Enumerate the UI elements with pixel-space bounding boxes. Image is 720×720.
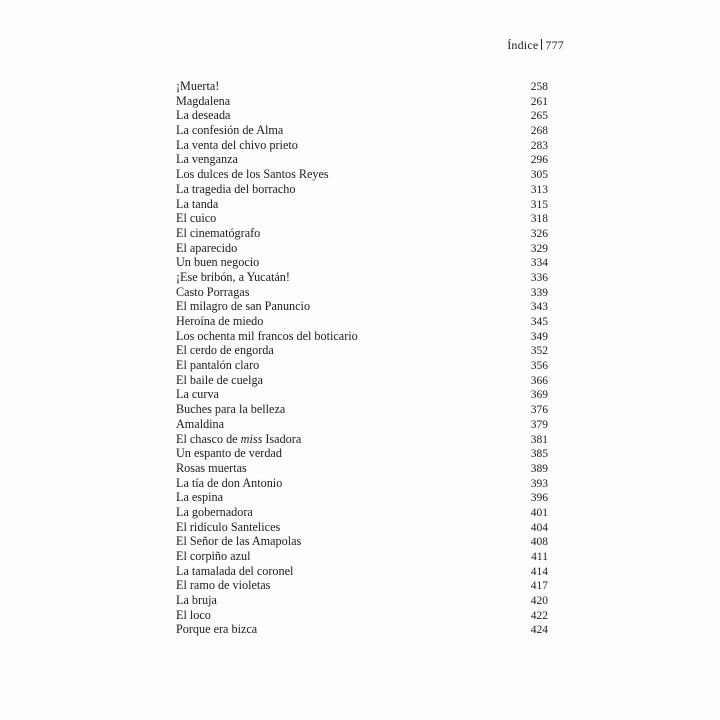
toc-entry-title: El ramo de violetas bbox=[176, 578, 271, 593]
toc-entry bbox=[176, 549, 548, 564]
toc-entry-title: El milagro de san Panuncio bbox=[176, 299, 311, 314]
toc-entry bbox=[176, 358, 548, 373]
toc-entry bbox=[176, 520, 548, 535]
toc-entry-title: Heroína de miedo bbox=[176, 314, 264, 328]
toc-entry bbox=[176, 417, 548, 432]
toc-entry bbox=[176, 387, 548, 402]
toc-entry-page: 268 bbox=[530, 125, 548, 138]
toc-entry-page: 381 bbox=[530, 433, 548, 446]
toc-entry-page: 329 bbox=[530, 242, 548, 255]
toc-entry-title: La tanda bbox=[176, 196, 219, 211]
toc-entry bbox=[176, 167, 548, 182]
toc-entry bbox=[176, 211, 548, 226]
toc-entry-page: 420 bbox=[530, 595, 548, 608]
toc-entry bbox=[176, 476, 548, 491]
toc-entry-page: 417 bbox=[530, 580, 548, 593]
toc-entry bbox=[176, 593, 548, 608]
toc-entry bbox=[176, 152, 548, 167]
toc-entry-page: 336 bbox=[530, 271, 548, 284]
toc-entry-page: 424 bbox=[530, 624, 548, 637]
toc-entry-page: 343 bbox=[530, 301, 548, 314]
toc-entry-title: Un espanto de verdad bbox=[176, 446, 282, 461]
toc-entry bbox=[176, 255, 548, 270]
toc-entry bbox=[176, 446, 548, 461]
toc-entry bbox=[176, 432, 548, 447]
toc-entry-title: Los ochenta mil francos del boticario bbox=[176, 328, 358, 343]
toc-entry-title: Buches para la belleza bbox=[176, 402, 286, 417]
toc-entry-title: El aparecido bbox=[176, 240, 238, 255]
toc-entry-page: 265 bbox=[530, 110, 548, 123]
toc-entry-page: 283 bbox=[530, 139, 548, 152]
toc-entry bbox=[176, 94, 548, 109]
toc-entry bbox=[176, 182, 548, 197]
toc-entry-title: Magdalena bbox=[176, 93, 231, 108]
toc-entry-title: ¡Muerta! bbox=[176, 79, 220, 93]
toc-entry-page: 305 bbox=[530, 169, 548, 182]
toc-entry-title: Los dulces de los Santos Reyes bbox=[176, 167, 329, 182]
toc-entry-page: 369 bbox=[530, 389, 548, 402]
toc-entry-title: La tamalada del coronel bbox=[176, 563, 294, 578]
toc-entry bbox=[176, 226, 548, 241]
toc-entry bbox=[176, 564, 548, 579]
toc-entry bbox=[176, 329, 548, 344]
toc-entry bbox=[176, 123, 548, 138]
toc-entry-page: 404 bbox=[530, 521, 548, 534]
toc-entry-title: El chasco de miss Isadora bbox=[176, 431, 302, 446]
toc-entry-page: 349 bbox=[530, 330, 548, 343]
toc-entry bbox=[176, 490, 548, 505]
toc-entry bbox=[176, 314, 548, 329]
toc-entry-page: 389 bbox=[530, 462, 548, 475]
toc-entry bbox=[176, 373, 548, 388]
toc-entry-page: 414 bbox=[530, 565, 548, 578]
toc-entry-page: 356 bbox=[530, 360, 548, 373]
toc-entry-page: 334 bbox=[530, 257, 548, 270]
toc-entry bbox=[176, 622, 548, 637]
toc-entry bbox=[176, 79, 548, 94]
toc-entry-page: 422 bbox=[530, 609, 548, 622]
toc-entry-page: 385 bbox=[530, 448, 548, 461]
toc-entry-title: El cuico bbox=[176, 211, 217, 226]
toc-entry bbox=[176, 402, 548, 417]
toc-entry-page: 396 bbox=[530, 492, 548, 505]
toc-entry bbox=[176, 461, 548, 476]
toc-entry-title: Porque era bizca bbox=[176, 622, 258, 637]
toc-entry bbox=[176, 343, 548, 358]
toc-entry-page: 339 bbox=[530, 286, 548, 299]
toc-entry-title: Casto Porragas bbox=[176, 284, 250, 299]
toc-entry-page: 379 bbox=[530, 418, 548, 431]
toc-entry-page: 366 bbox=[530, 374, 548, 387]
toc-entry bbox=[176, 108, 548, 123]
toc-entry-title: El pantalón claro bbox=[176, 358, 260, 373]
toc-entry bbox=[176, 197, 548, 212]
toc-entry-page: 315 bbox=[530, 198, 548, 211]
toc-entry-page: 258 bbox=[530, 81, 548, 93]
toc-entry-page: 261 bbox=[530, 95, 548, 108]
toc-entry-page: 411 bbox=[531, 551, 548, 563]
toc-entry-title: El baile de cuelga bbox=[176, 372, 263, 387]
toc-entry bbox=[176, 534, 548, 549]
toc-entry-title: La curva bbox=[176, 387, 219, 402]
toc-entry-title: El loco bbox=[176, 607, 211, 622]
toc-entry bbox=[176, 138, 548, 153]
toc-entry-title: La deseada bbox=[176, 108, 231, 123]
running-header bbox=[507, 38, 564, 53]
toc-entry-page: 393 bbox=[530, 477, 548, 490]
toc-entry-title: La tía de don Antonio bbox=[176, 475, 283, 490]
toc-entry-page: 296 bbox=[530, 154, 548, 167]
toc-entry bbox=[176, 578, 548, 593]
toc-entry-title: La confesión de Alma bbox=[176, 123, 284, 138]
toc-entry-title: La venganza bbox=[176, 152, 238, 167]
toc-entry-page: 318 bbox=[530, 213, 548, 226]
toc-entry bbox=[176, 299, 548, 314]
toc-entry-title: La gobernadora bbox=[176, 504, 253, 519]
toc-entry-title: ¡Ese bribón, a Yucatán! bbox=[176, 269, 290, 284]
header-section: Índice bbox=[507, 38, 539, 52]
toc-entry-title: La tragedia del borracho bbox=[176, 181, 296, 196]
header-divider bbox=[541, 39, 542, 50]
toc-entry-title: El cinematógrafo bbox=[176, 225, 261, 240]
toc-entry-title: El cerdo de engorda bbox=[176, 343, 274, 358]
toc-entry-title: Un buen negocio bbox=[176, 255, 260, 270]
toc-entry-page: 313 bbox=[530, 183, 548, 196]
toc-entry bbox=[176, 241, 548, 256]
table-of-contents bbox=[176, 79, 548, 637]
header-page-number: 777 bbox=[545, 38, 564, 52]
toc-entry-title: La bruja bbox=[176, 593, 217, 608]
toc-entry-page: 408 bbox=[530, 536, 548, 549]
toc-entry-title: La venta del chivo prieto bbox=[176, 137, 298, 152]
toc-entry-page: 376 bbox=[530, 404, 548, 417]
toc-entry bbox=[176, 285, 548, 300]
toc-entry-title: Amaldina bbox=[176, 416, 225, 431]
toc-entry-page: 352 bbox=[530, 345, 548, 358]
toc-entry-page: 345 bbox=[530, 316, 548, 328]
toc-entry-title: El corpiño azul bbox=[176, 549, 251, 563]
toc-entry-title: El ridículo Santelices bbox=[176, 519, 281, 534]
toc-entry bbox=[176, 270, 548, 285]
toc-entry bbox=[176, 608, 548, 623]
toc-entry-page: 326 bbox=[530, 227, 548, 240]
toc-entry-title: El Señor de las Amapolas bbox=[176, 534, 302, 549]
toc-entry-title: La espina bbox=[176, 490, 224, 505]
toc-entry-page: 401 bbox=[530, 506, 548, 519]
toc-entry bbox=[176, 505, 548, 520]
toc-entry-title: Rosas muertas bbox=[176, 460, 247, 475]
